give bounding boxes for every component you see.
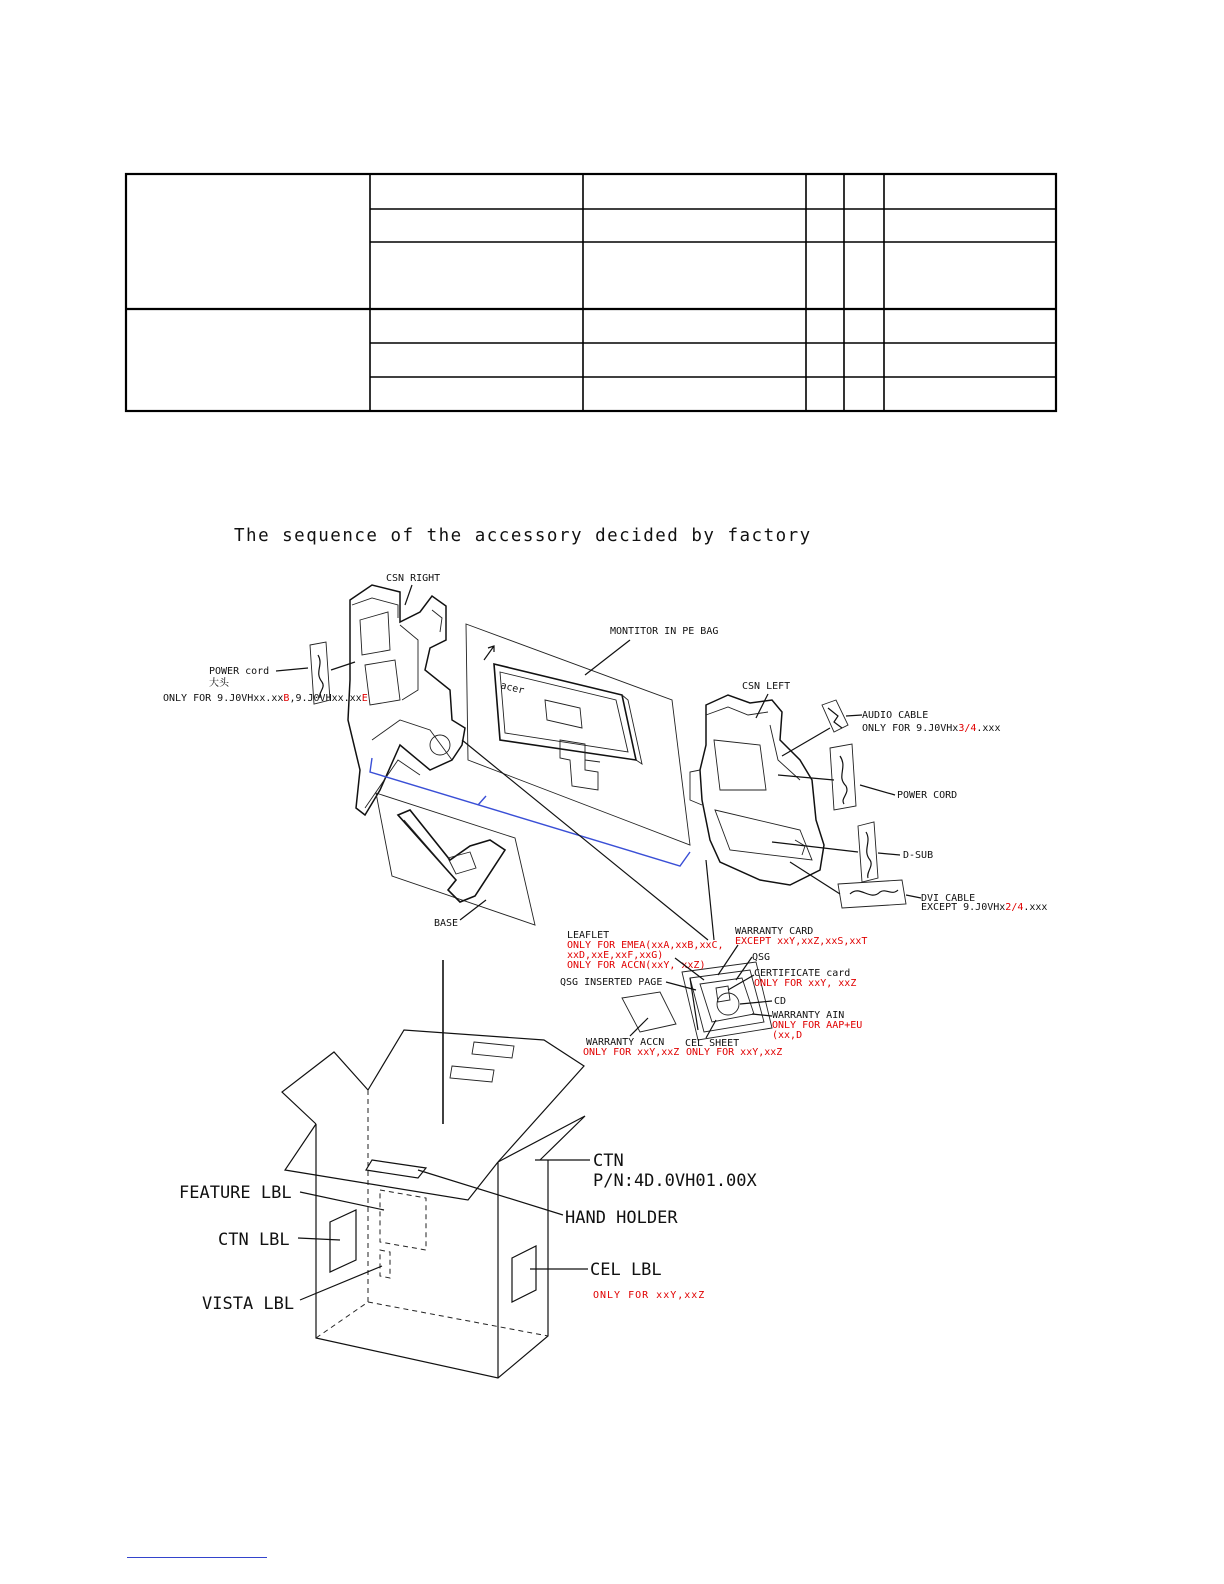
- ctn-pn-label: P/N:4D.0VH01.00X: [593, 1171, 757, 1191]
- leaflet-note3: ONLY FOR ACCN(xxY, xxZ): [567, 960, 706, 971]
- warranty-ain-label: WARRANTY AIN: [772, 1010, 845, 1021]
- footer-rule: [127, 1557, 267, 1558]
- warranty-accn-note: ONLY FOR xxY,xxZ: [583, 1047, 680, 1058]
- power-cord-left-note: ONLY FOR 9.J0VHxx.xxB,9.J0VHxx.xxE: [163, 693, 368, 704]
- base-label: BASE: [434, 918, 459, 929]
- audio-cable-label: AUDIO CABLE: [862, 710, 929, 721]
- dvi-cable-icon: [838, 880, 906, 908]
- ctn-lbl-label: CTN LBL: [218, 1230, 290, 1250]
- audio-cable-note: ONLY FOR 9.J0VHx3/4.xxx: [862, 723, 1001, 734]
- leaflet-note1: ONLY FOR EMEA(xxA,xxB,xxC,: [567, 940, 724, 951]
- csn-right-label: CSN RIGHT: [386, 573, 441, 584]
- dvi-cable-note: EXCEPT 9.J0VHx2/4.xxx: [921, 902, 1048, 913]
- warranty-ain-note1: ONLY FOR AAP+EU: [772, 1020, 863, 1031]
- csn-left-label: CSN LEFT: [742, 681, 791, 692]
- power-cord-left-cn: 大头: [209, 678, 229, 689]
- cel-sheet-label: CEL SHEET: [685, 1038, 740, 1049]
- leaflet-label: LEAFLET: [567, 930, 610, 941]
- feature-lbl-label: FEATURE LBL: [179, 1183, 292, 1203]
- cel-lbl-label: CEL LBL: [590, 1260, 662, 1280]
- monitor-label: MONTITOR IN PE BAG: [610, 626, 719, 637]
- warranty-card-label: WARRANTY CARD: [735, 926, 814, 937]
- hand-holder-label: HAND HOLDER: [565, 1208, 678, 1228]
- warranty-card-note: EXCEPT xxY,xxZ,xxS,xxT: [735, 936, 868, 947]
- carton: [282, 1030, 585, 1378]
- cd-label: CD: [774, 996, 787, 1007]
- power-cord-left-label: POWER cord: [209, 666, 270, 677]
- dsub-icon: [858, 822, 878, 882]
- warranty-accn-sheet: [622, 992, 676, 1032]
- qsg-inserted-page-label: QSG INSERTED PAGE: [560, 977, 663, 988]
- cel-sheet-note: ONLY FOR xxY,xxZ: [686, 1047, 783, 1058]
- warranty-ain-note2: (xx,D: [772, 1030, 803, 1041]
- cel-lbl-note: ONLY FOR xxY,xxZ: [593, 1290, 706, 1301]
- dvi-cable-label: DVI CABLE: [921, 893, 976, 904]
- ctn-label: CTN: [593, 1151, 624, 1171]
- audio-cable-icon: [822, 700, 848, 732]
- csn-left-foam: [690, 695, 824, 885]
- qsg-label: QSG: [752, 952, 771, 963]
- certificate-card-label: CERTIFICATE card: [754, 968, 851, 979]
- warranty-accn-label: WARRANTY ACCN: [586, 1037, 665, 1048]
- diagram-title: The sequence of the accessory decided by factory: [234, 526, 812, 546]
- tray-outline: [370, 758, 690, 866]
- leaflet-note2: xxD,xxE,xxF,xxG): [567, 950, 664, 961]
- monitor-logo: acer: [499, 680, 526, 697]
- vista-lbl-label: VISTA LBL: [202, 1294, 295, 1314]
- power-cord-right-icon: [830, 744, 856, 810]
- power-cord-right-label: POWER CORD: [897, 790, 958, 801]
- base-accessory: [376, 793, 535, 925]
- dsub-label: D-SUB: [903, 850, 934, 861]
- certificate-card-note: ONLY FOR xxY, xxZ: [754, 978, 857, 989]
